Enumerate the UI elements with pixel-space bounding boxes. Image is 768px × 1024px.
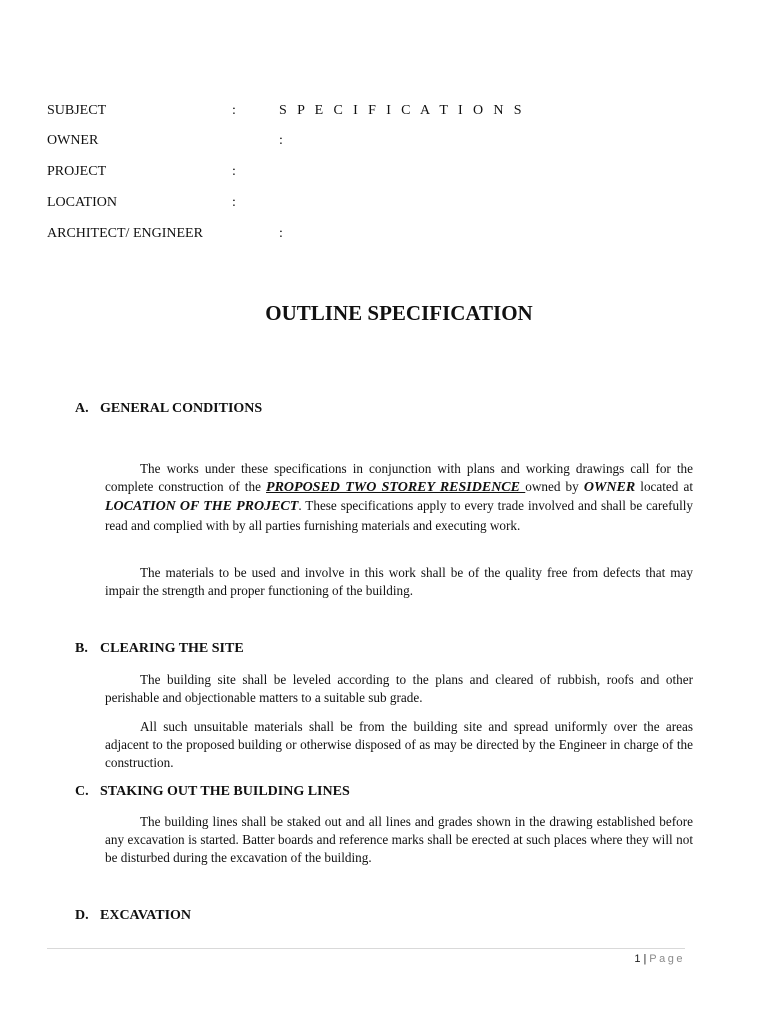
paragraph-staking-1 bbox=[105, 813, 693, 868]
footer-divider bbox=[47, 948, 685, 949]
section-title: CLEARING THE SITE bbox=[100, 641, 244, 656]
section-title: EXCAVATION bbox=[100, 908, 192, 923]
paragraph-text: The materials to be used and involve in this work shall be of the quality free from defects that may impair the strength and proper functioning of the building. bbox=[105, 565, 693, 599]
paragraph-general-conditions-1 bbox=[105, 460, 693, 535]
section-title: GENERAL CONDITIONS bbox=[100, 401, 263, 416]
page-footer bbox=[634, 953, 685, 965]
project-name-placeholder: PROPOSED TWO STOREY RESIDENCE bbox=[266, 480, 526, 496]
paragraph-text: The building lines shall be staked out and all lines and grades shown in the drawing established before any excavation is started. Batter boards and reference marks shall be erected at such places where they will not be disturbed during the excavation of the building. bbox=[105, 814, 693, 866]
section-heading-clearing-the-site bbox=[75, 641, 244, 657]
paragraph-text: The building site shall be leveled according to the plans and cleared of rubbish, roofs and other perishable and objectionable matters to a suitable sub grade. bbox=[105, 672, 693, 706]
location-label: LOCATION bbox=[47, 195, 117, 210]
section-letter: B. bbox=[75, 641, 88, 656]
project-label: PROJECT bbox=[47, 164, 107, 179]
paragraph-clearing-1 bbox=[105, 671, 693, 707]
paragraph-clearing-2 bbox=[105, 718, 693, 773]
footer-separator: | bbox=[643, 953, 647, 965]
paragraph-text: . These specifications apply to every trade involved and shall be carefully read and complied with by all parties furnishing materials and executing work. bbox=[105, 498, 693, 533]
section-letter: A. bbox=[75, 401, 89, 416]
section-letter: C. bbox=[75, 784, 89, 799]
section-heading-general-conditions bbox=[75, 401, 262, 417]
architect-label: ARCHITECT/ ENGINEER bbox=[47, 226, 203, 241]
page-label: Page bbox=[649, 953, 685, 965]
owner-placeholder: OWNER bbox=[583, 480, 636, 496]
subject-colon: : bbox=[232, 103, 236, 118]
paragraph-text: All such unsuitable materials shall be from the building site and spread uniformly over the areas adjacent to the proposed building or otherwise disposed of as may be directed by the Engineer in charge of the construction. bbox=[105, 719, 693, 771]
location-colon: : bbox=[232, 195, 236, 210]
paragraph-text: located at bbox=[635, 479, 693, 495]
project-colon: : bbox=[232, 164, 236, 179]
subject-label: SUBJECT bbox=[47, 103, 107, 118]
section-title: STAKING OUT THE BUILDING LINES bbox=[100, 784, 350, 799]
page-number: 1 bbox=[634, 953, 641, 965]
owner-colon: : bbox=[279, 133, 283, 148]
owner-label: OWNER bbox=[47, 133, 99, 148]
paragraph-text: owned by bbox=[525, 479, 584, 495]
section-letter: D. bbox=[75, 908, 89, 923]
section-heading-staking-out bbox=[75, 784, 350, 800]
architect-colon: : bbox=[279, 226, 283, 241]
paragraph-text: The works under these specifications in conjunction with plans and working drawings call for the complete construction of the bbox=[105, 461, 693, 495]
page-title: OUTLINE SPECIFICATION bbox=[265, 301, 533, 325]
paragraph-general-conditions-2 bbox=[105, 564, 693, 600]
subject-value: S P E C I F I C A T I O N S bbox=[279, 103, 525, 118]
section-heading-excavation bbox=[75, 908, 191, 924]
location-placeholder: LOCATION OF THE PROJECT bbox=[105, 499, 299, 515]
